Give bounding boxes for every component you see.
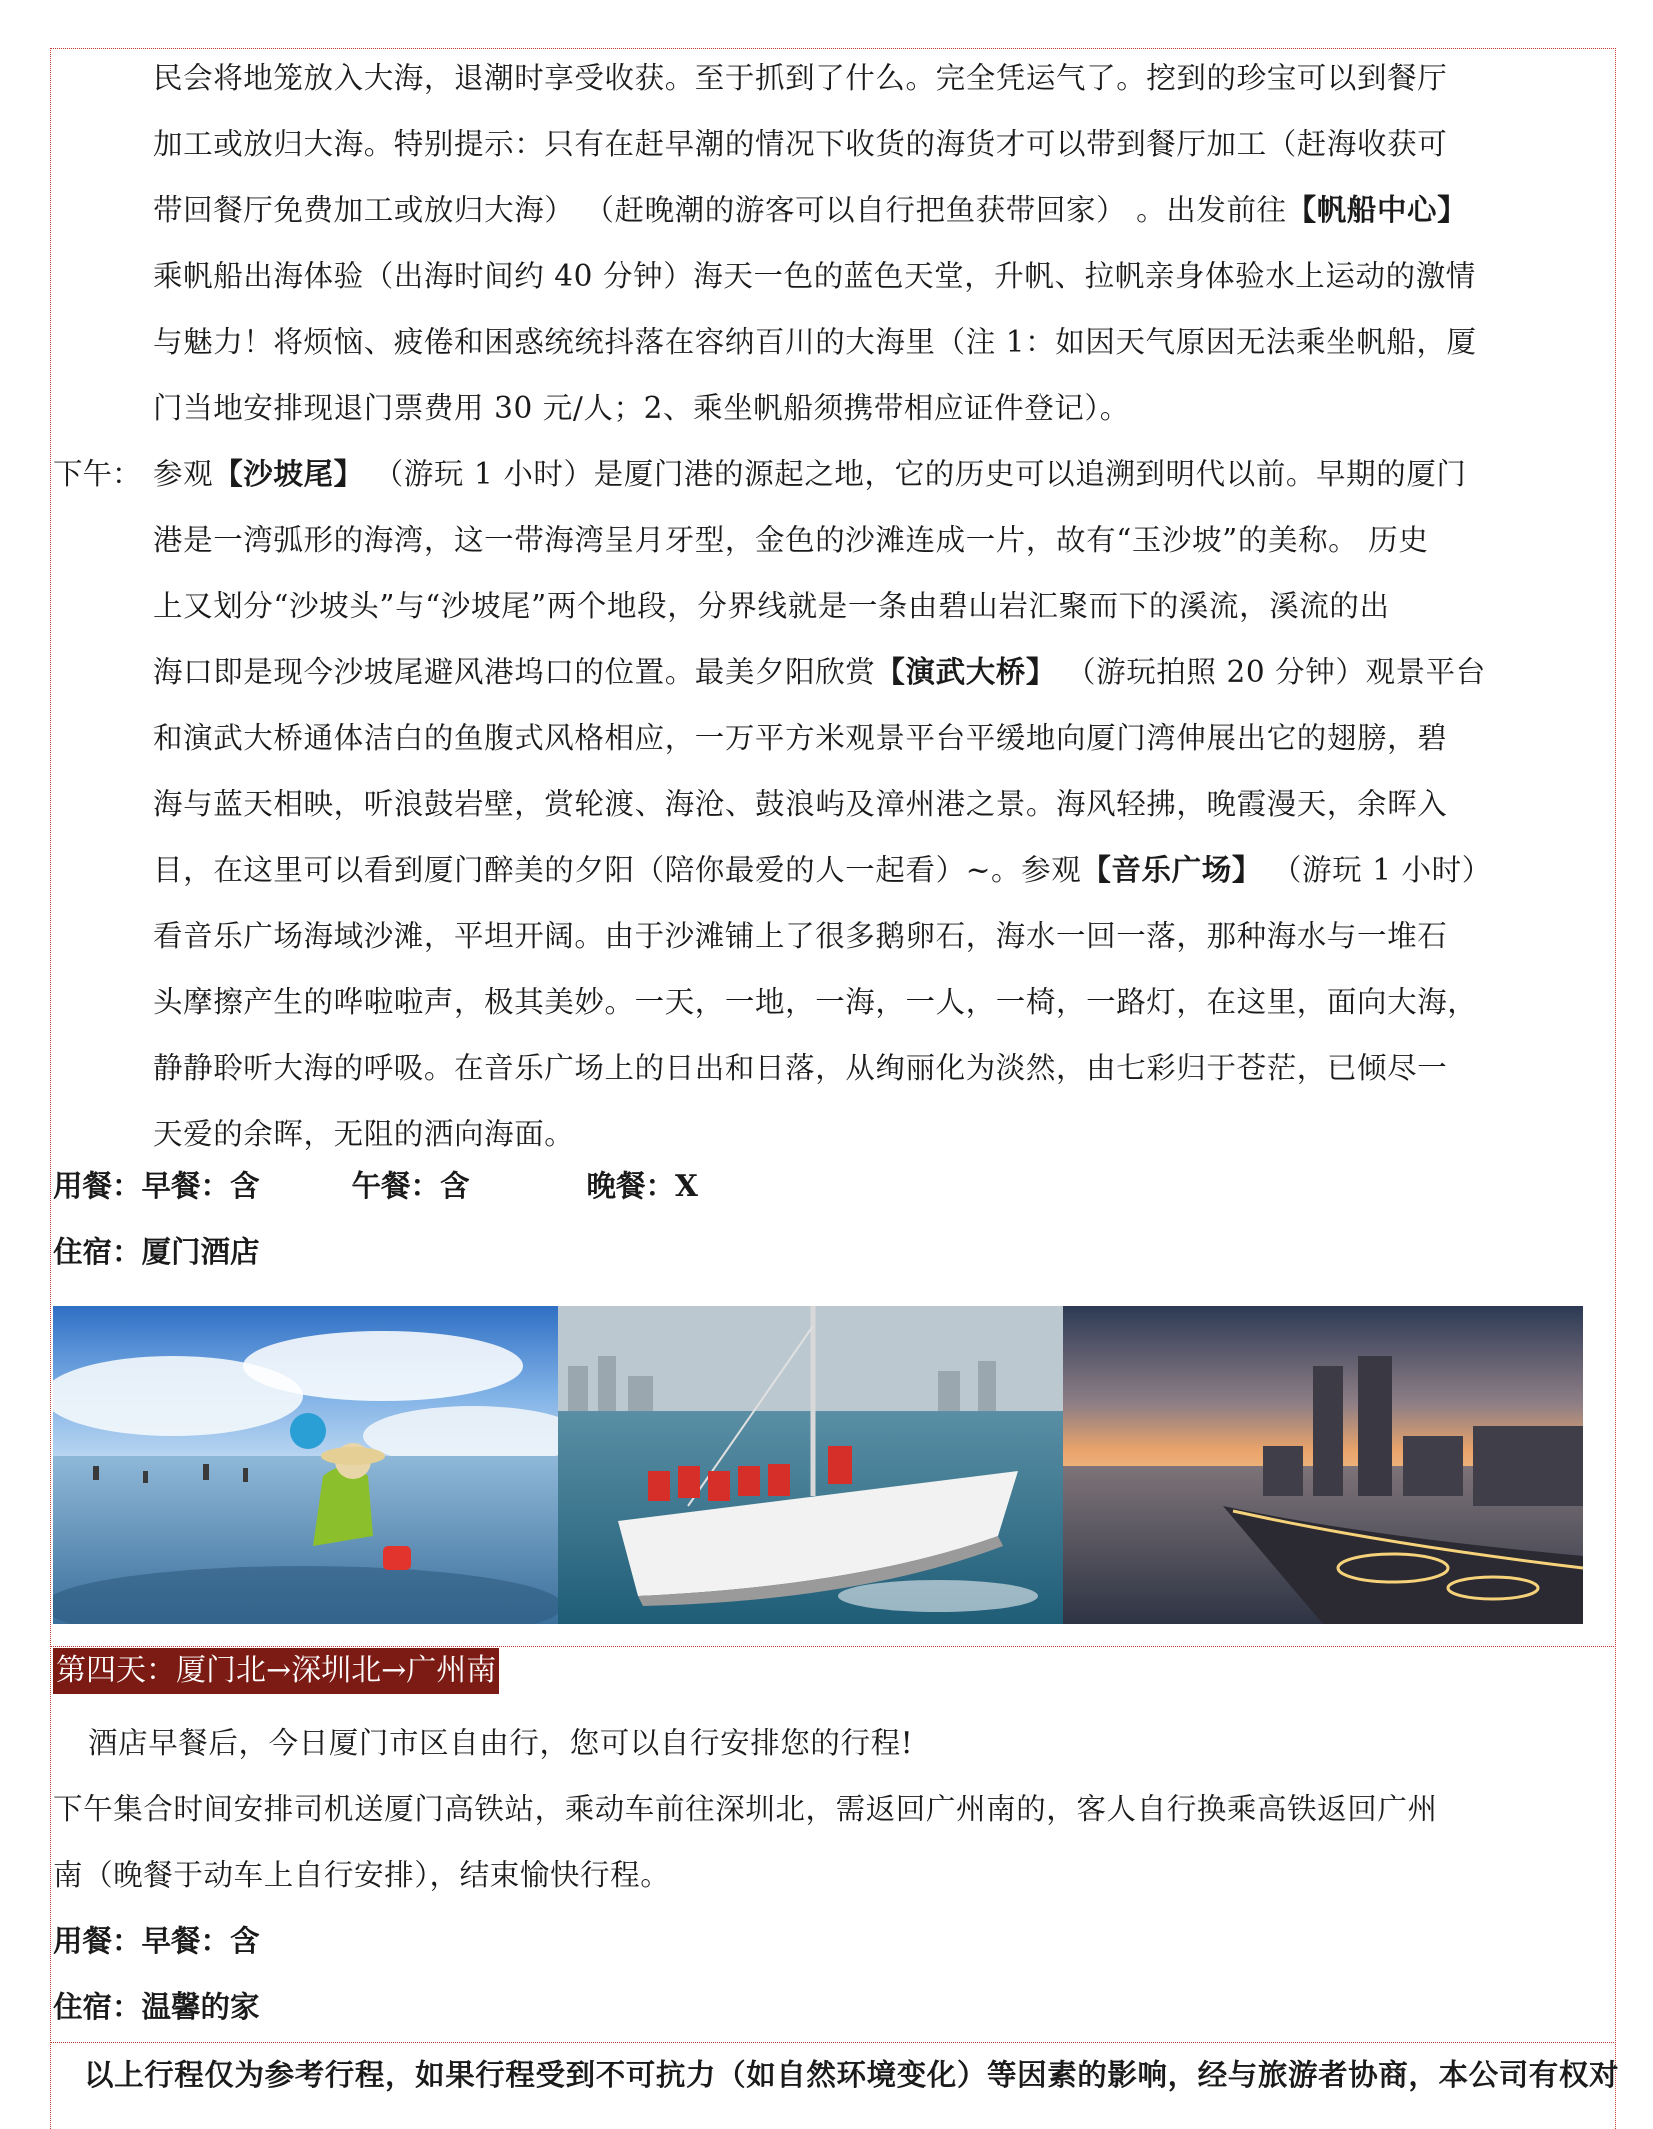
hotel-name: 温馨的家	[141, 1989, 260, 2024]
xiamen-skyline-photo	[1063, 1306, 1583, 1624]
day4-title: 第四天：厦门北→深圳北→广州南	[53, 1648, 499, 1694]
paragraph-line: 门当地安排现退门票费用 30 元/人；2、乘坐帆船须携带相应证件登记）。	[153, 391, 1130, 425]
day4-line: 南（晚餐于动车上自行安排），结束愉快行程。	[53, 1858, 671, 1892]
beach-digging-photo	[53, 1306, 558, 1624]
paragraph-line: 参观【沙坡尾】 （游玩 1 小时）是厦门港的源起之地，它的历史可以追溯到明代以前。早期的厦门	[153, 456, 1467, 491]
paragraph-line: 天爱的余晖，无阻的洒向海面。	[153, 1117, 575, 1151]
attraction-name: 【音乐广场】	[1081, 852, 1262, 887]
paragraph-line: 看音乐广场海域沙滩，平坦开阔。由于沙滩铺上了很多鹅卵石，海水一回一落，那种海水与一堆石	[153, 919, 1448, 953]
day4-hotel-row: 住宿：温馨的家	[53, 1989, 260, 2024]
photo-strip	[53, 1306, 1583, 1624]
afternoon-label: 下午：	[53, 457, 142, 491]
paragraph-line: 头摩擦产生的哗啦啦声，极其美妙。一天，一地，一海，一人，一椅，一路灯，在这里，面向大海，	[153, 985, 1478, 1019]
paragraph-line: 和演武大桥通体洁白的鱼腹式风格相应，一万平方米观景平台平缓地向厦门湾伸展出它的翅膀，碧	[153, 721, 1448, 755]
breakfast-info: 早餐：含	[141, 1923, 260, 1958]
paragraph-line: 港是一湾弧形的海湾，这一带海湾呈月牙型，金色的沙滩连成一片，故有“玉沙坡”的美称。 历史	[153, 523, 1429, 557]
paragraph-line: 带回餐厅免费加工或放归大海） （赶晚潮的游客可以自行把鱼获带回家） 。出发前往【帆船中心】	[153, 192, 1468, 227]
paragraph-line: 加工或放归大海。特别提示：只有在赶早潮的情况下收货的海货才可以带到餐厅加工（赶海收获可	[153, 127, 1448, 161]
divider	[50, 1646, 1616, 1647]
divider	[50, 2042, 1616, 2043]
hotel-name: 厦门酒店	[141, 1234, 260, 1269]
sailing-center-link: 【帆船中心】	[1286, 192, 1468, 227]
day4-line: 酒店早餐后，今日厦门市区自由行，您可以自行安排您的行程!	[88, 1726, 914, 1760]
meals-row: 用餐：早餐：含 午餐：含 晚餐：X	[53, 1166, 698, 1206]
hotel-row: 住宿：厦门酒店	[53, 1234, 260, 1269]
paragraph-line: 民会将地笼放入大海，退潮时享受收获。至于抓到了什么。完全凭运气了。挖到的珍宝可以到餐厅	[153, 61, 1448, 95]
attraction-name: 【演武大桥】	[875, 654, 1057, 689]
notice-text: 以上行程仅为参考行程，如果行程受到不可抗力（如自然环境变化）等因素的影响，经与旅游者协商，本公司有权对	[84, 2057, 1620, 2092]
attraction-name: 【沙坡尾】	[213, 456, 364, 491]
paragraph-line: 海口即是现今沙坡尾避风港坞口的位置。最美夕阳欣赏【演武大桥】 （游玩拍照 20 分钟）观景平台	[153, 654, 1486, 689]
paragraph-line: 目，在这里可以看到厦门醉美的夕阳（陪你最爱的人一起看）~。参观【音乐广场】 （游玩 1 小时）	[153, 852, 1492, 887]
sailboat-photo	[558, 1306, 1063, 1624]
paragraph-line: 上又划分“沙坡头”与“沙坡尾”两个地段，分界线就是一条由碧山岩汇聚而下的溪流，溪流的出	[153, 589, 1390, 623]
paragraph-line: 与魅力！将烦恼、疲倦和困惑统统抖落在容纳百川的大海里（注 1：如因天气原因无法乘坐帆船，厦	[153, 325, 1477, 359]
day4-meals-row: 用餐：早餐：含	[53, 1923, 260, 1958]
breakfast-info: 早餐：含	[141, 1168, 260, 1203]
day4-line: 下午集合时间安排司机送厦门高铁站，乘动车前往深圳北，需返回广州南的，客人自行换乘高铁返回广州	[53, 1792, 1438, 1826]
paragraph-line: 乘帆船出海体验（出海时间约 40 分钟）海天一色的蓝色天堂，升帆、拉帆亲身体验水上运动的激情	[153, 259, 1476, 293]
dinner-info: 晚餐：X	[586, 1168, 698, 1203]
paragraph-line: 静静聆听大海的呼吸。在音乐广场上的日出和日落，从绚丽化为淡然，由七彩归于苍茫，已倾尽一	[153, 1051, 1448, 1085]
paragraph-line: 海与蓝天相映，听浪鼓岩壁，赏轮渡、海沧、鼓浪屿及漳州港之景。海风轻拂，晚霞漫天，余晖入	[153, 787, 1448, 821]
lunch-info: 午餐：含	[351, 1168, 470, 1203]
